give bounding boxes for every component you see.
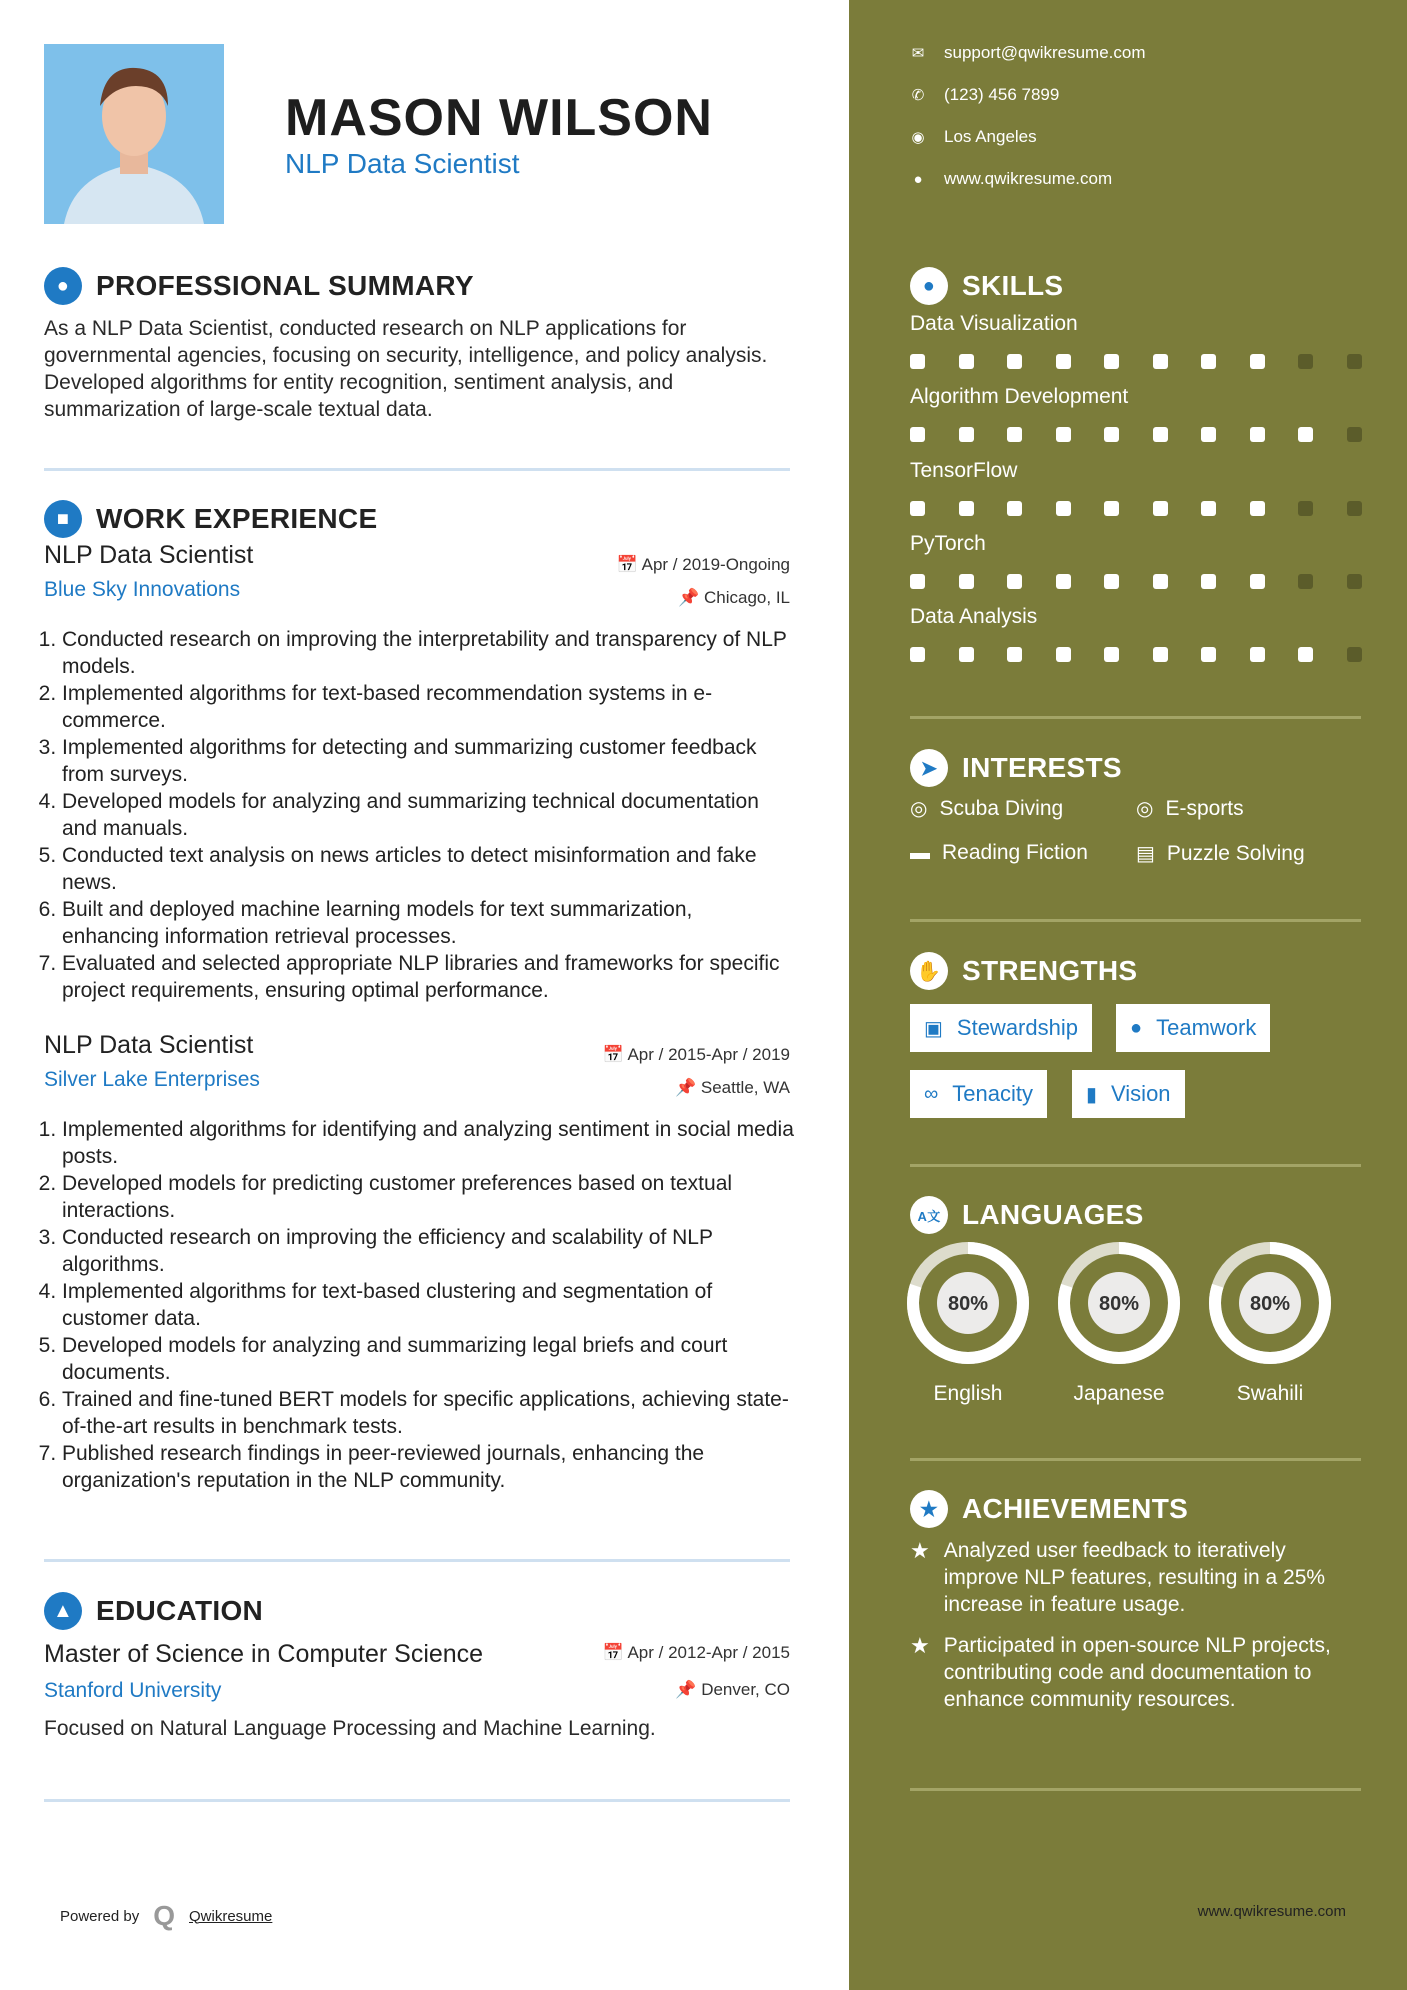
rating-dot-filled	[1250, 354, 1265, 369]
rating-dot-filled	[1153, 574, 1168, 589]
job-location	[678, 588, 790, 608]
interest-label: Reading Fiction	[942, 841, 1088, 864]
rating-dot-filled	[1250, 647, 1265, 662]
heading-text: LANGUAGES	[962, 1199, 1144, 1230]
pin-icon: 📌	[678, 588, 704, 607]
life-ring-icon: ◎	[910, 798, 928, 820]
interest-label: Puzzle Solving	[1166, 841, 1305, 865]
skill-name: TensorFlow	[910, 458, 1018, 482]
dates-text: Apr / 2019-Ongoing	[641, 555, 790, 574]
calendar-icon: 📅	[616, 555, 642, 574]
job-dates	[617, 555, 790, 575]
fist-icon: ✋	[910, 952, 948, 990]
rating-dot-filled	[1007, 574, 1022, 589]
language-item	[1057, 1241, 1181, 1406]
rating-dot-filled	[1056, 574, 1071, 589]
strength-label: Vision	[1111, 1081, 1171, 1106]
rating-dot-empty	[1347, 427, 1362, 442]
skill-rating	[910, 427, 1362, 442]
candidate-title: NLP Data Scientist	[285, 148, 520, 179]
list-item: 2. Implemented algorithms for text-based recommendation systems in e-commerce.	[62, 680, 794, 734]
location-text: Seattle, WA	[700, 1078, 790, 1097]
divider	[44, 1559, 790, 1562]
powered-by-text: Powered by	[60, 1907, 140, 1925]
list-item: 1. Implemented algorithms for identifying and analyzing sentiment in social media posts.	[62, 1116, 794, 1170]
calendar-icon: 📅	[602, 1643, 628, 1662]
strength-label: Tenacity	[952, 1081, 1033, 1106]
users-icon: ●	[1130, 1016, 1143, 1039]
skill-name: Data Analysis	[910, 605, 1038, 629]
strength-tag	[1116, 1004, 1270, 1052]
rating-dot-filled	[910, 427, 925, 442]
rating-dot-filled	[1056, 427, 1071, 442]
interest-label: Scuba Diving	[939, 796, 1064, 820]
pin-icon: 📌	[675, 1680, 702, 1699]
list-item: 2. Developed models for predicting customer preferences based on textual interactions.	[62, 1170, 794, 1224]
qwikresume-logo-icon: Q	[153, 1900, 175, 1931]
education-description: Focused on Natural Language Processing and Machine Learning.	[44, 1717, 656, 1740]
language-percent: 80%	[947, 1293, 989, 1315]
strengths-heading	[910, 952, 1137, 990]
summary-text: As a NLP Data Scientist, conducted research on NLP applications for governmental agencies, focusing on security, intelligence, and policy analysis. Developed algorithms for entity recognition, sentiment analysis, and summarization of large-scale textual data.	[44, 317, 768, 421]
list-item: 4. Implemented algorithms for text-based clustering and segmentation of customer data.	[62, 1278, 794, 1332]
rating-dot-empty	[1298, 354, 1313, 369]
heading-text: PROFESSIONAL SUMMARY	[96, 270, 474, 301]
rating-dot-empty	[1298, 574, 1313, 589]
rating-dot-filled	[1007, 427, 1022, 442]
strength-label: Teamwork	[1156, 1015, 1257, 1040]
language-name: Japanese	[1073, 1382, 1165, 1405]
powered-by	[60, 1900, 272, 1932]
user-icon: ●	[44, 267, 82, 305]
location-text: Chicago, IL	[704, 588, 790, 607]
strength-tag	[1072, 1070, 1185, 1118]
divider	[44, 468, 790, 471]
gamepad-icon: ▬	[910, 841, 930, 864]
heading-text: WORK EXPERIENCE	[96, 503, 378, 534]
heading-text: EDUCATION	[96, 1595, 264, 1626]
paper-plane-icon: ➤	[910, 749, 948, 787]
rating-dot-filled	[1007, 501, 1022, 516]
heading-text: STRENGTHS	[962, 955, 1138, 986]
language-item	[1208, 1241, 1332, 1406]
globe-icon: ●	[913, 170, 923, 188]
chair-icon: ■	[44, 500, 82, 538]
divider	[44, 1799, 790, 1802]
rating-dot-empty	[1347, 501, 1362, 516]
rating-dot-empty	[1347, 354, 1362, 369]
divider	[910, 1164, 1361, 1167]
skill-rating	[910, 354, 1362, 369]
footer-url[interactable]: www.qwikresume.com	[1197, 1903, 1346, 1920]
interests-heading	[910, 749, 1122, 787]
rating-dot-filled	[1201, 354, 1216, 369]
star-icon: ★	[910, 1538, 930, 1563]
job-dates	[603, 1045, 791, 1065]
location-text: Denver, CO	[701, 1680, 790, 1699]
lightbulb-icon: ●	[910, 267, 948, 305]
list-item: 4. Developed models for analyzing and summarizing technical documentation and manuals.	[62, 788, 794, 842]
skill-rating	[910, 501, 1362, 516]
briefcase-icon: ▣	[924, 1017, 943, 1040]
contact-phone	[910, 85, 1059, 105]
rating-dot-filled	[1104, 427, 1119, 442]
list-item: 6. Trained and fine-tuned BERT models for specific applications, achieving state-of-the-art results in benchmark tests.	[62, 1386, 794, 1440]
job-title: NLP Data Scientist	[44, 541, 254, 569]
company-name: Silver Lake Enterprises	[44, 1068, 260, 1091]
skill-name: Algorithm Development	[910, 385, 1129, 409]
rating-dot-filled	[1153, 427, 1168, 442]
summary-heading	[44, 267, 474, 305]
rating-dot-filled	[1153, 354, 1168, 369]
rating-dot-filled	[1201, 501, 1216, 516]
skill-rating	[910, 574, 1362, 589]
rating-dot-filled	[910, 574, 925, 589]
education-heading	[44, 1592, 263, 1630]
language-name: Swahili	[1236, 1382, 1304, 1405]
rating-dot-filled	[959, 427, 974, 442]
binoculars-icon: ▮	[1086, 1083, 1098, 1106]
rating-dot-filled	[910, 354, 925, 369]
rating-dot-filled	[959, 501, 974, 516]
company-name: Blue Sky Innovations	[44, 578, 241, 601]
map-marker-icon: ◉	[911, 129, 925, 146]
list-item: 3. Implemented algorithms for detecting and summarizing customer feedback from surveys.	[62, 734, 794, 788]
divider	[910, 1458, 1361, 1461]
website-text: www.qwikresume.com	[944, 169, 1113, 188]
rating-dot-filled	[1104, 574, 1119, 589]
graduate-icon: ▲	[44, 1592, 82, 1630]
contact-website[interactable]	[910, 169, 1112, 189]
rating-dot-filled	[1201, 427, 1216, 442]
rating-dot-filled	[959, 574, 974, 589]
calendar-icon: 📅	[602, 1045, 628, 1064]
language-percent: 80%	[1249, 1293, 1291, 1315]
rating-dot-filled	[1056, 501, 1071, 516]
skill-name: Data Visualization	[910, 312, 1078, 335]
achievement-item	[910, 1537, 1350, 1618]
experience-heading	[44, 500, 377, 538]
interest-item	[1136, 796, 1244, 821]
profile-photo	[44, 44, 224, 224]
degree: Master of Science in Computer Science	[44, 1640, 484, 1668]
rating-dot-filled	[1007, 354, 1022, 369]
heading-text: SKILLS	[962, 270, 1064, 301]
rating-dot-filled	[1153, 501, 1168, 516]
rating-dot-filled	[1250, 501, 1265, 516]
rating-dot-empty	[1347, 574, 1362, 589]
strength-label: Stewardship	[956, 1015, 1078, 1040]
contact-email[interactable]	[910, 43, 1146, 63]
interest-item	[910, 841, 1088, 865]
rating-dot-filled	[1250, 427, 1265, 442]
rating-dot-filled	[910, 501, 925, 516]
rating-dot-filled	[959, 354, 974, 369]
list-item: 5. Conducted text analysis on news articles to detect misinformation and fake news.	[62, 842, 794, 896]
list-item: 1. Conducted research on improving the interpretability and transparency of NLP models.	[62, 626, 794, 680]
rating-dot-filled	[959, 647, 974, 662]
heading-text: INTERESTS	[962, 752, 1122, 783]
divider	[910, 919, 1361, 922]
dates-text: Apr / 2012-Apr / 2015	[627, 1643, 790, 1662]
divider	[910, 716, 1361, 719]
list-item: 7. Published research findings in peer-reviewed journals, enhancing the organization's reputation in the NLP community.	[62, 1440, 794, 1494]
rating-dot-filled	[1298, 647, 1313, 662]
dates-text: Apr / 2015-Apr / 2019	[627, 1045, 790, 1064]
life-ring-icon: ◎	[1136, 798, 1154, 820]
strength-tag	[910, 1070, 1047, 1118]
achievement-text: Analyzed user feedback to iteratively improve NLP features, resulting in a 25% increase in feature usage.	[943, 1539, 1326, 1616]
rating-dot-filled	[1056, 354, 1071, 369]
rating-dot-filled	[1153, 647, 1168, 662]
interest-item	[910, 796, 1063, 821]
location-text: Los Angeles	[944, 127, 1037, 146]
achievements-heading	[910, 1490, 1188, 1528]
achievement-text: Participated in open-source NLP projects, contributing code and documentation to enhance community resources.	[943, 1634, 1331, 1711]
phone-text: (123) 456 7899	[944, 85, 1060, 104]
rating-dot-filled	[910, 647, 925, 662]
pin-icon: 📌	[674, 1078, 701, 1097]
job-responsibilities	[44, 626, 794, 1004]
rating-dot-filled	[1007, 647, 1022, 662]
education-location	[675, 1680, 790, 1700]
book-icon: ▤	[1136, 843, 1155, 865]
contact-location	[910, 127, 1037, 147]
star-icon: ★	[910, 1490, 948, 1528]
rating-dot-filled	[1104, 354, 1119, 369]
job-location	[675, 1078, 790, 1098]
interest-label: E-sports	[1165, 796, 1244, 820]
language-percent: 80%	[1098, 1293, 1140, 1315]
language-item	[906, 1241, 1030, 1406]
language-icon: A文	[910, 1196, 948, 1234]
rating-dot-filled	[1201, 574, 1216, 589]
list-item: 5. Developed models for analyzing and summarizing legal briefs and court documents.	[62, 1332, 794, 1386]
job-title: NLP Data Scientist	[44, 1031, 254, 1059]
rating-dot-empty	[1298, 501, 1313, 516]
rating-dot-filled	[1201, 647, 1216, 662]
rating-dot-filled	[1056, 647, 1071, 662]
list-item: 3. Conducted research on improving the efficiency and scalability of NLP algorithms.	[62, 1224, 794, 1278]
candidate-name: MASON WILSON	[285, 89, 713, 147]
rating-dot-filled	[1298, 427, 1313, 442]
list-item: 6. Built and deployed machine learning models for text summarization, enhancing information retrieval processes.	[62, 896, 794, 950]
rating-dot-empty	[1347, 647, 1362, 662]
rating-dot-filled	[1104, 647, 1119, 662]
skill-rating	[910, 647, 1362, 662]
language-name: English	[933, 1382, 1003, 1405]
rating-dot-filled	[1104, 501, 1119, 516]
qwikresume-link[interactable]: Qwikresume	[189, 1907, 273, 1925]
language-progress-ring	[1057, 1241, 1181, 1365]
language-progress-ring	[1208, 1241, 1332, 1365]
list-item: 7. Evaluated and selected appropriate NLP libraries and frameworks for specific project requirements, ensuring optimal performance.	[62, 950, 794, 1004]
rating-dot-filled	[1250, 574, 1265, 589]
link-icon: ∞	[924, 1082, 939, 1105]
divider	[910, 1788, 1361, 1791]
strength-tag	[910, 1004, 1092, 1052]
heading-text: ACHIEVEMENTS	[962, 1493, 1189, 1524]
school: Stanford University	[44, 1679, 222, 1702]
languages-heading	[910, 1196, 1144, 1234]
email-text: support@qwikresume.com	[944, 43, 1146, 62]
skills-heading	[910, 267, 1063, 305]
achievement-item	[910, 1632, 1350, 1713]
star-icon: ★	[910, 1633, 930, 1658]
interest-item	[1136, 841, 1305, 866]
job-responsibilities	[44, 1116, 794, 1494]
phone-icon: ✆	[911, 87, 925, 104]
envelope-icon: ✉	[911, 45, 925, 62]
education-dates	[603, 1643, 791, 1663]
skill-name: PyTorch	[910, 531, 986, 555]
language-progress-ring	[906, 1241, 1030, 1365]
